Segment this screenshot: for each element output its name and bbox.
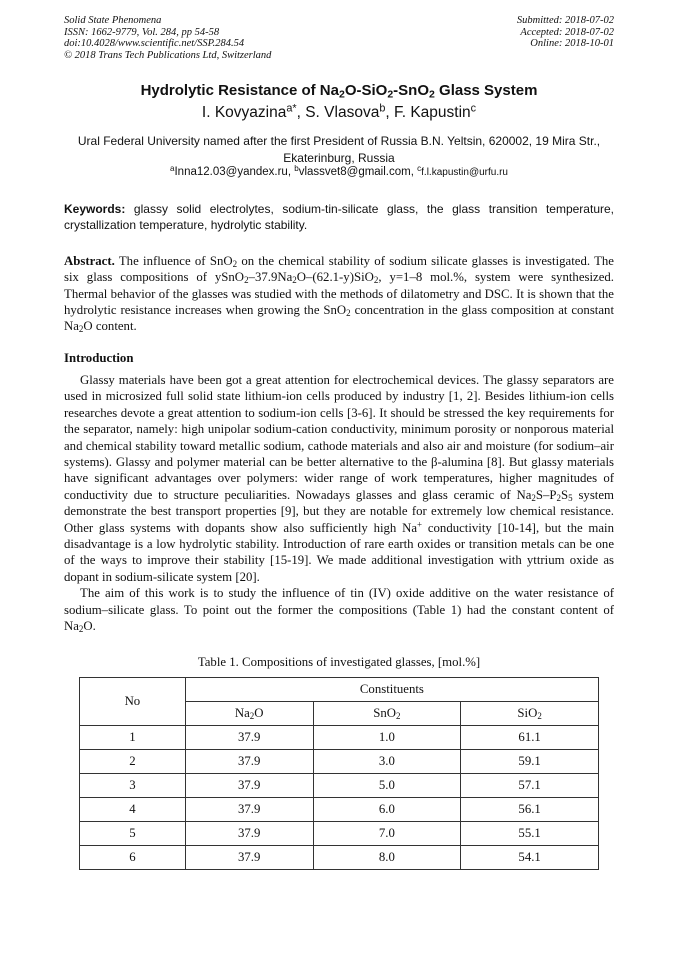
issn-line: ISSN: 1662-9779, Vol. 284, pp 54-58	[64, 26, 220, 38]
table-caption: Table 1. Compositions of investigated glasses, [mol.%]	[197, 655, 481, 669]
paper-title: Hydrolytic Resistance of $Na_2O-SiO_2-SnO_2$ Glass System	[140, 82, 538, 101]
publication-info	[64, 15, 271, 61]
affiliation: Ural Federal University named after the first President of Russia B.N. Yeltsin, 620002, 19 Mira Str., Ekaterinburg, Russia	[77, 134, 601, 165]
keywords-section	[64, 201, 614, 233]
doi-line[interactable]: doi:10.4028/www.scientific.net/SSP.284.54	[64, 38, 245, 50]
table-row: 3 37.9 5.0 57.1	[80, 774, 599, 798]
email-link[interactable]: f.l.kapustin@urfu.ru	[421, 167, 508, 178]
compositions-table	[79, 677, 599, 870]
online-date: Online: 2018-10-01	[530, 38, 614, 50]
table-header-constituents: Constituents	[185, 678, 598, 702]
table-row: 6 37.9 8.0 54.1	[80, 846, 599, 870]
keywords-text: glassy solid electrolytes, sodium-tin-silicate glass, the glass transition temperature, crystallization temperature, hydrolytic stability.	[64, 202, 614, 232]
introduction-body	[64, 372, 614, 635]
author-name: , F. Kapustin	[385, 104, 471, 121]
abstract-section: Abstract. The influence of SnO$_2$ on the chemical stability of sodium silicate glasses is investigated. The six glass compositions of $ySnO_2-37.9Na_2O-(62.1-y)SiO_2$, y=1–8 mol.%, system were synthesized. Thermal behavior of the glasses was studied with the methods of dilatometry and DSC. It is shown that the hydrolytic resistance increases when growing the SnO$_2$ concentration in the glass composition at constant $Na_2O$ content.	[64, 254, 614, 335]
author-emails: $^a$Inna12.03@yandex.ru, $^b$vlassvet8@gmail.com, $^c$f.l.kapustin@urfu.ru	[170, 163, 508, 178]
email-link[interactable]: vlassvet8@gmail.com,	[298, 166, 418, 178]
table-row: 5 37.9 7.0 55.1	[80, 822, 599, 846]
accepted-date: Accepted: 2018-07-02	[520, 26, 614, 38]
submitted-date: Submitted: 2018-07-02	[516, 15, 614, 26]
email-link[interactable]: Inna12.03@yandex.ru,	[174, 166, 295, 178]
author-name: I. Kovyazina	[201, 104, 287, 121]
table-header-sio2: SiO$_2$	[461, 702, 599, 726]
table-row: 1 37.9 1.0 61.1	[80, 726, 599, 750]
abstract-label: Abstract.	[64, 254, 115, 268]
table-row: 4 37.9 6.0 56.1	[80, 798, 599, 822]
table-header-sno2: SnO$_2$	[313, 702, 461, 726]
keywords-label: Keywords:	[64, 202, 126, 216]
author-list: I. Kovyazina$^{a*}$, S. Vlasova$^b$, F. Kapustin$^c$	[201, 102, 477, 121]
section-heading-introduction: Introduction	[64, 351, 134, 365]
author-name: , S. Vlasova	[296, 104, 380, 121]
table-header-na2o: $Na_2O$	[185, 702, 313, 726]
publication-dates	[517, 15, 614, 50]
table-header-no: No	[80, 678, 186, 726]
paragraph: Glassy materials have been got a great attention for electrochemical devices. The glassy separators are used in microsized full solid state lithium-ion cells produced by industry [1, 2]. Besides lithium-ion cells researches devote a great attention to sodium-ion cells [3-6]. It should be stressed the key requirements for the separator, namely: high unipolar sodium-cation conductivity, minimum porosity or nonporous material and chemical stability toward metallic sodium, cathode materials and also air and moisture (for sodium–air systems). Glassy and polymer material can be better alternative to the β-alumina [8]. But glassy materials have significant advantages over polymers: wider range of work temperatures, higher magnitudes of conductivity due to structure peculiarities. Nowadays glasses and glass ceramic of $Na_2S-P_2S_5$ system demonstrate the best transport properties [9], but they are notable for extremely low chemical resistance. Other glass systems with dopants show also sufficiently high Na+ conductivity [10-14], but the main disadvantage is a low hydrolytic stability. Introduction of rare earth oxides or transition metals can be one of the ways to improve their stability [15-19]. We made additional investigation with yttrium oxide as dopant in sodium-silicate system [20].	[64, 373, 614, 584]
table-row: 2 37.9 3.0 59.1	[80, 750, 599, 774]
journal-name: Solid State Phenomena	[64, 15, 162, 26]
copyright-line: © 2018 Trans Tech Publications Ltd, Switzerland	[64, 49, 272, 61]
paragraph: The aim of this work is to study the influence of tin (IV) oxide additive on the water resistance of sodium–silicate glass. To point out the former the compositions (Table 1) had the constant content of $Na_2O$.	[64, 586, 614, 635]
